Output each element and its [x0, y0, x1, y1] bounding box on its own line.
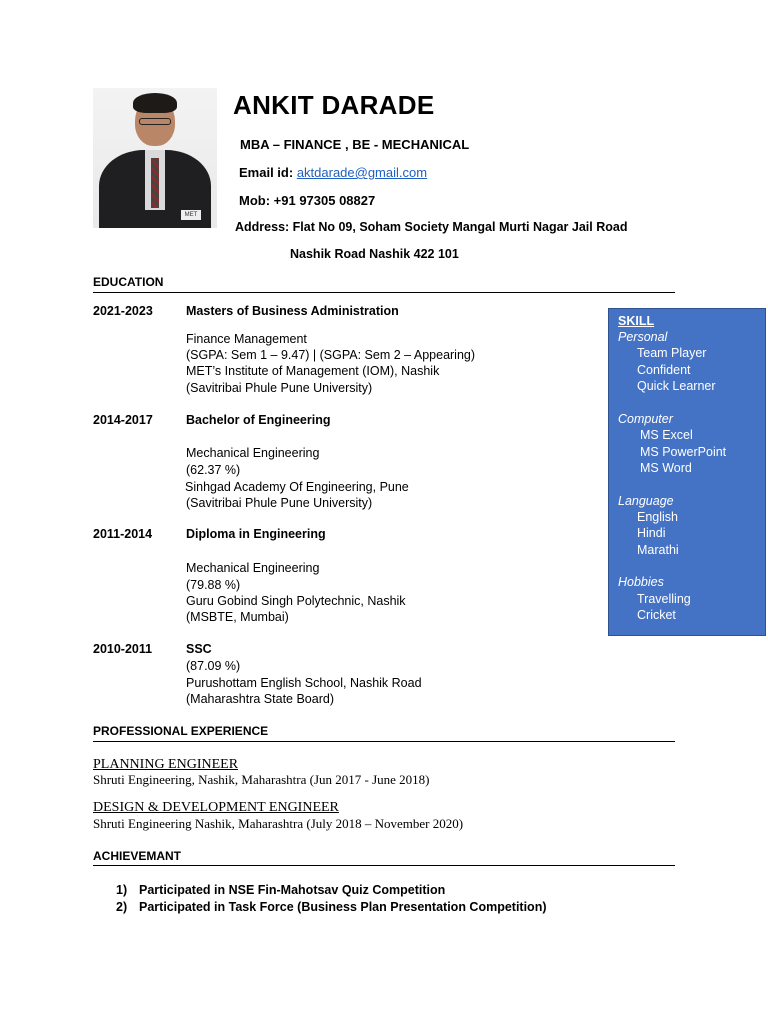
edu-title: SSC: [186, 642, 212, 656]
achievement-text: Participated in Task Force (Business Plan Presentation Competition): [139, 900, 547, 914]
edu-years: 2010-2011: [93, 642, 153, 656]
experience-heading: PROFESSIONAL EXPERIENCE: [93, 724, 269, 738]
email-row: [239, 165, 427, 180]
skill-item: Confident: [637, 363, 691, 377]
job-detail: Shruti Engineering, Nashik, Maharashtra (Jun 2017 - June 2018): [93, 772, 430, 787]
address-line-2: Nashik Road Nashik 422 101: [290, 247, 459, 261]
achievements-heading: ACHIEVEMANT: [93, 849, 182, 863]
skill-item: Quick Learner: [637, 379, 716, 393]
photo-glasses: [139, 118, 171, 125]
edu-detail: Sinhgad Academy Of Engineering, Pune: [185, 480, 409, 494]
edu-detail: (MSBTE, Mumbai): [186, 610, 289, 624]
address-line-1: Address: Flat No 09, Soham Society Mangal Murti Nagar Jail Road: [235, 220, 628, 234]
skill-item: Team Player: [637, 346, 707, 360]
skill-item: Marathi: [637, 543, 679, 557]
skills-heading: SKILL: [618, 314, 655, 328]
photo-tie: [151, 158, 159, 208]
skills-category: Language: [618, 494, 674, 508]
skill-item: English: [637, 510, 678, 524]
edu-detail: (87.09 %): [186, 659, 241, 673]
achievements-divider: [93, 865, 675, 866]
skill-item: MS PowerPoint: [640, 445, 727, 459]
edu-detail: Mechanical Engineering: [186, 446, 320, 460]
profile-photo: [93, 88, 217, 228]
achievement-number: 1): [116, 883, 128, 897]
achievement-item: [116, 900, 547, 914]
edu-title: Diploma in Engineering: [186, 527, 326, 541]
edu-detail: (Savitribai Phule Pune University): [186, 496, 373, 510]
edu-detail: (Maharashtra State Board): [186, 692, 334, 706]
education-heading: EDUCATION: [93, 275, 164, 289]
edu-detail: (SGPA: Sem 1 – 9.47) | (SGPA: Sem 2 – Appearing): [186, 348, 476, 362]
edu-detail: Finance Management: [186, 332, 307, 346]
achievement-item: [116, 883, 445, 897]
skill-item: MS Excel: [640, 428, 693, 442]
skill-item: MS Word: [640, 461, 692, 475]
edu-detail: (Savitribai Phule Pune University): [186, 381, 373, 395]
edu-detail: Purushottam English School, Nashik Road: [186, 676, 422, 690]
edu-detail: (79.88 %): [186, 578, 241, 592]
degree-line: MBA – FINANCE , BE - MECHANICAL: [240, 137, 470, 152]
achievement-text: Participated in NSE Fin-Mahotsav Quiz Competition: [139, 883, 446, 897]
edu-years: 2014-2017: [93, 413, 153, 427]
education-divider: [93, 292, 675, 293]
photo-badge: MET: [181, 210, 201, 220]
email-link[interactable]: aktdarade@gmail.com: [296, 165, 428, 180]
job-role: PLANNING ENGINEER: [93, 757, 239, 772]
skill-item: Cricket: [637, 608, 676, 622]
skills-panel: [608, 308, 766, 636]
edu-years: 2011-2014: [93, 527, 153, 541]
skills-category: Hobbies: [618, 575, 664, 589]
edu-detail: MET’s Institute of Management (IOM), Nashik: [186, 364, 440, 378]
edu-title: Bachelor of Engineering: [186, 413, 331, 427]
edu-detail: Guru Gobind Singh Polytechnic, Nashik: [186, 594, 406, 608]
edu-detail: Mechanical Engineering: [186, 561, 320, 575]
mobile-number: Mob: +91 97305 08827: [239, 193, 376, 208]
skill-item: Hindi: [637, 526, 666, 540]
candidate-name: ANKIT DARADE: [233, 90, 435, 120]
edu-detail: (62.37 %): [186, 463, 241, 477]
edu-years: 2021-2023: [93, 304, 153, 318]
skills-category: Computer: [618, 412, 673, 426]
skills-category: Personal: [618, 330, 668, 344]
edu-title: Masters of Business Administration: [186, 304, 399, 318]
photo-hair: [133, 93, 177, 113]
job-detail: Shruti Engineering Nashik, Maharashtra (July 2018 – November 2020): [93, 816, 464, 831]
email-label: Email id:: [239, 165, 294, 180]
skill-item: Travelling: [637, 592, 691, 606]
experience-divider: [93, 741, 675, 742]
achievement-number: 2): [116, 900, 128, 914]
job-role: DESIGN & DEVELOPMENT ENGINEER: [93, 800, 339, 815]
